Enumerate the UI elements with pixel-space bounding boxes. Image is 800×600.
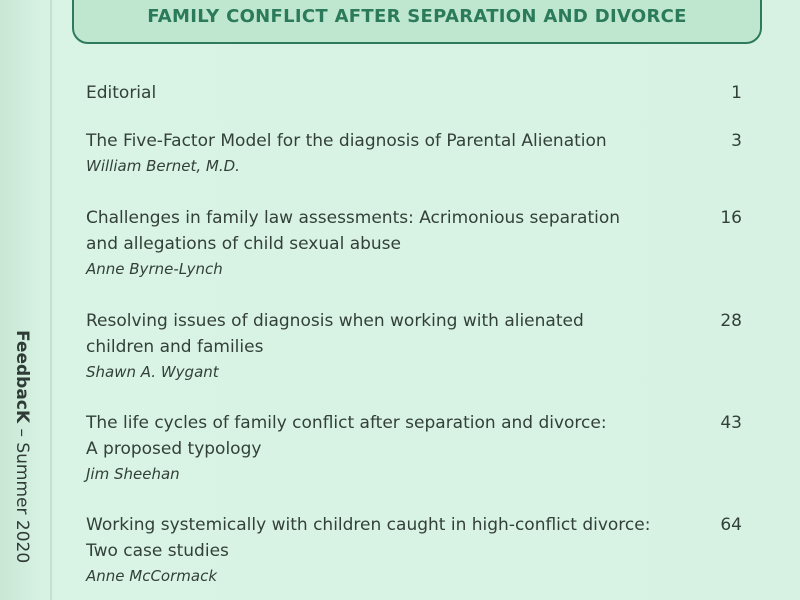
toc-entry-title [86, 205, 666, 257]
toc-entry-title-line: children and families [86, 337, 264, 357]
toc-entry-author: Jim Sheehan [86, 465, 180, 483]
spine [10, 330, 36, 600]
toc-entry-title-line: Resolving issues of diagnosis when working with alienated [86, 311, 584, 331]
toc-entry-title-line: and allegations of child sexual abuse [86, 234, 401, 254]
toc-entry-page-number: 16 [720, 208, 742, 228]
toc-entry-five-factor-model[interactable] [86, 128, 756, 178]
toc-entry-title [86, 410, 666, 462]
spine-journal-name: FeedbacK [12, 330, 32, 424]
toc-entry-family-law-assessments[interactable] [86, 205, 756, 281]
toc-entry-title-line: Challenges in family law assessments: Acrimonious separation [86, 208, 621, 228]
toc-entry-title [86, 80, 666, 106]
theme-title: FAMILY CONFLICT AFTER SEPARATION AND DIVORCE [147, 6, 687, 27]
toc-entry-page-number: 43 [720, 413, 742, 433]
toc-entry-title-line: Two case studies [86, 541, 229, 561]
toc-entry-editorial[interactable] [86, 80, 756, 106]
toc-entry-author: Anne McCormack [86, 567, 218, 585]
spine-separator: – [12, 423, 32, 443]
toc-entry-author: Shawn A. Wygant [86, 363, 219, 381]
toc-entry-life-cycles[interactable] [86, 410, 756, 486]
spine-text [12, 330, 32, 563]
toc-entry-title-line: Working systemically with children caught in high-conflict divorce: [86, 515, 651, 535]
toc-entry-page-number: 28 [720, 311, 742, 331]
toc-entry-author: Anne Byrne-Lynch [86, 260, 223, 278]
toc-entry-title [86, 512, 666, 564]
toc-entry-author: William Bernet, M.D. [86, 157, 240, 175]
toc-entry-title-line: The Five-Factor Model for the diagnosis of Parental Alienation [86, 131, 607, 151]
theme-header-box [72, 0, 762, 44]
spine-edge [50, 0, 52, 600]
toc-entry-resolving-diagnosis[interactable] [86, 308, 756, 384]
toc-entry-working-systemically[interactable] [86, 512, 756, 588]
toc-entry-title-line: The life cycles of family conflict after separation and divorce: [86, 413, 607, 433]
toc-entry-page-number: 1 [731, 83, 742, 103]
toc-entry-page-number: 3 [731, 131, 742, 151]
toc-entry-page-number: 64 [720, 515, 742, 535]
toc-entry-title-line: Editorial [86, 83, 157, 103]
toc-entry-title [86, 128, 666, 154]
toc-entry-title [86, 308, 666, 360]
toc-entry-title-line: A proposed typology [86, 439, 262, 459]
spine-issue: Summer 2020 [12, 442, 32, 564]
